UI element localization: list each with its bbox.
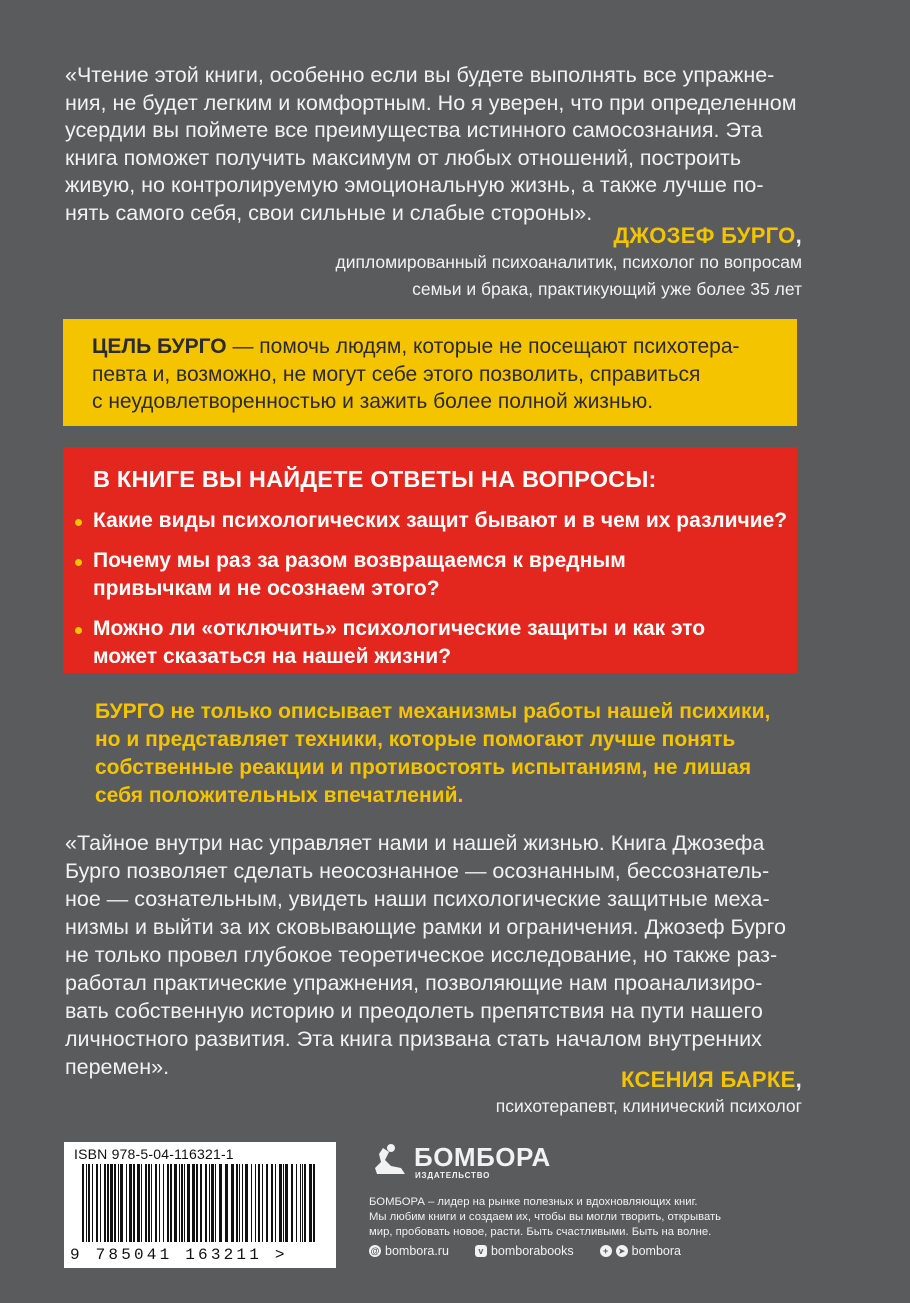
- goal-box: [63, 319, 797, 426]
- bullet-icon: [75, 627, 82, 634]
- author-name: ДЖОЗЕФ БУРГО,: [613, 223, 802, 248]
- quote-bottom-line: низмы и выйти за их сковывающие рамки и ограничения. Джозеф Бурго: [65, 915, 786, 939]
- barcode-bar: [209, 1164, 210, 1242]
- barcode-bar: [159, 1164, 160, 1242]
- barcode-bar: [104, 1164, 106, 1242]
- author-credentials: психотерапевт, клинический психолог: [495, 1096, 802, 1116]
- barcode-bar: [141, 1164, 142, 1242]
- barcode-bar: [225, 1164, 228, 1242]
- goal-text: ЦЕЛЬ БУРГО — помочь людям, которые не посещают психотера- певта и, возможно, не могут себе этого позволить, справиться с неудовлетворенностью и зажить более полной жизнью.: [92, 335, 740, 413]
- quote-bottom: [65, 829, 803, 1081]
- barcode-bar: [187, 1164, 190, 1242]
- barcode-bar: [120, 1164, 123, 1242]
- questions-box: [63, 447, 797, 673]
- barcode-bar: [296, 1164, 297, 1242]
- quote-bottom-line: вать собственную историю и преодолеть препятствия на пути нашего: [65, 999, 763, 1023]
- quote-top: [65, 62, 803, 227]
- quote-bottom-line: Бурго позволяет сделать неосознанное — осознанным, бессознатель-: [65, 859, 770, 883]
- barcode-bar: [271, 1164, 273, 1242]
- quote-bottom-line: работал практические упражнения, позволяющие нам проанализиро-: [65, 971, 763, 995]
- barcode-bar: [96, 1164, 98, 1242]
- barcode-bar: [239, 1164, 240, 1242]
- barcode-bar: [279, 1164, 282, 1242]
- barcode-bar: [242, 1164, 243, 1242]
- barcode-bar: [133, 1164, 135, 1242]
- quote-top-line: книга поможет получить максимум от любых отношений, построить: [65, 145, 742, 170]
- social-link-vk[interactable]: v bomborabooks: [475, 1244, 574, 1258]
- globe-icon: @: [370, 1246, 380, 1256]
- barcode-bar: [215, 1164, 216, 1242]
- barcode-bar: [192, 1164, 195, 1242]
- quote-bottom-line: ное — сознательным, увидеть наши психологические защитные меха-: [65, 887, 770, 911]
- barcode-bar: [129, 1164, 132, 1242]
- barcode-bar: [114, 1164, 116, 1242]
- isbn-text: ISBN 978-5-04-116321-1: [74, 1146, 234, 1162]
- bullet-icon: [75, 559, 82, 566]
- barcode-bar: [236, 1164, 238, 1242]
- barcode-bar: [231, 1164, 234, 1242]
- barcode-bar: [82, 1164, 84, 1242]
- social-link-messenger[interactable]: + ➤ bombora: [600, 1244, 681, 1258]
- list-item: Почему мы раз за разом возвращаемся к вредным привычкам и не осознаем этого?: [93, 547, 787, 603]
- quote-top-line: живую, но контролируемую эмоциональную жизнь, а также лучше по-: [65, 173, 764, 197]
- quote-bottom-line: перемен».: [65, 1055, 170, 1079]
- barcode-bar: [184, 1164, 185, 1242]
- barcode-bar: [291, 1164, 293, 1242]
- barcode-bar: [304, 1164, 306, 1242]
- questions-heading: В КНИГЕ ВЫ НАЙДЕТЕ ОТВЕТЫ НА ВОПРОСЫ:: [93, 466, 657, 492]
- barcode-bar: [283, 1164, 284, 1242]
- goal-lead: ЦЕЛЬ БУРГО: [92, 335, 227, 358]
- barcode-bar: [110, 1164, 113, 1242]
- barcode-bar: [179, 1164, 180, 1242]
- barcode-bar: [251, 1164, 252, 1242]
- social-links: [369, 1244, 681, 1258]
- barcode-bar: [302, 1164, 303, 1242]
- barcode-bar: [219, 1164, 222, 1242]
- list-item: Можно ли «отключить» психологические защиты и как это может сказаться на нашей жизни?: [93, 615, 787, 671]
- barcode-bar: [137, 1164, 140, 1242]
- barcode-bar: [100, 1164, 101, 1242]
- author-name: КСЕНИЯ БАРКЕ,: [621, 1067, 802, 1092]
- barcode-bar: [181, 1164, 183, 1242]
- questions-list: [93, 507, 787, 683]
- barcode-bar: [170, 1164, 172, 1242]
- barcode-digits: 9 785041 163211 >: [70, 1246, 288, 1264]
- barcode-bar: [148, 1164, 150, 1242]
- plus-icon: +: [600, 1245, 612, 1257]
- publisher-name: БОМБОРА: [414, 1142, 551, 1172]
- barcode-bar: [151, 1164, 152, 1242]
- quote-top-line: «Чтение этой книги, особенно если вы будете выполнять все упражне-: [65, 63, 775, 87]
- barcode-bar: [205, 1164, 207, 1242]
- barcode-bar: [174, 1164, 177, 1242]
- bullet-icon: [75, 519, 82, 526]
- quote-bottom-line: не только провел глубокое теоретическое исследование, но также раз-: [65, 943, 778, 967]
- barcode-bar: [163, 1164, 164, 1242]
- telegram-icon: ➤: [616, 1245, 628, 1257]
- bombora-logo-icon: [371, 1140, 411, 1180]
- vk-icon: v: [475, 1245, 487, 1257]
- quote-top-line: усердии вы поймете все преимущества истинного самосознания. Эта: [65, 118, 763, 142]
- quote-bottom-attribution: [496, 1066, 802, 1120]
- list-item: Какие виды психологических защит бывают и в чем их различие?: [93, 507, 787, 535]
- barcode-bar: [275, 1164, 276, 1242]
- barcode-bar: [266, 1164, 268, 1242]
- publisher-description: БОМБОРА – лидер на рынке полезных и вдохновляющих книг. Мы любим книги и создаем их, чтобы вы могли творить, открывать мир, пробовать новое, расти. Быть счастливыми. Быть на волне.: [369, 1196, 722, 1238]
- barcode-bar: [118, 1164, 119, 1242]
- barcode-bar: [245, 1164, 248, 1242]
- barcode-bar: [88, 1164, 90, 1242]
- barcode-box: [64, 1142, 336, 1268]
- barcode-bar: [258, 1164, 260, 1242]
- barcode-bar: [155, 1164, 157, 1242]
- author-credentials: дипломированный психоаналитик, психолог по вопросам: [335, 252, 802, 272]
- barcode-bar: [300, 1164, 301, 1242]
- barcode-bar: [167, 1164, 169, 1242]
- barcode-bar: [200, 1164, 202, 1242]
- burgo-paragraph: БУРГО не только описывает механизмы работы нашей психики, но и представляет техники, которые помогают лучше понять собственные реакции и противостоять испытаниям, не лишая себя положительных впечатлений.: [95, 700, 771, 807]
- barcode-bar: [196, 1164, 198, 1242]
- quote-top-line: ния, не будет легким и комфортным. Но я уверен, что при определенном: [65, 90, 797, 115]
- barcode-bar: [255, 1164, 256, 1242]
- publisher-subtitle: ИЗДАТЕЛЬСТВО: [415, 1171, 491, 1180]
- quote-bottom-line: «Тайное внутри нас управляет нами и нашей жизнью. Книга Джозефа: [65, 831, 765, 855]
- social-link-site[interactable]: @ bombora.ru: [370, 1244, 449, 1258]
- barcode-bar: [211, 1164, 214, 1242]
- barcode-bar: [309, 1164, 312, 1242]
- barcode-bar: [262, 1164, 263, 1242]
- barcode-bar: [126, 1164, 127, 1242]
- quote-bottom-line: личностного развития. Эта книга призвана стать началом внутренних: [65, 1027, 762, 1051]
- barcode-icon: [74, 1164, 326, 1248]
- barcode-bar: [313, 1164, 315, 1242]
- quote-top-line: нять самого себя, свои сильные и слабые стороны».: [65, 200, 593, 225]
- barcode-bar: [86, 1164, 87, 1242]
- quote-top-attribution: [336, 222, 802, 303]
- barcode-bar: [285, 1164, 288, 1242]
- barcode-bar: [92, 1164, 93, 1242]
- barcode-bar: [107, 1164, 109, 1242]
- author-credentials: семьи и брака, практикующий уже более 35 лет: [412, 279, 802, 299]
- barcode-bar: [145, 1164, 147, 1242]
